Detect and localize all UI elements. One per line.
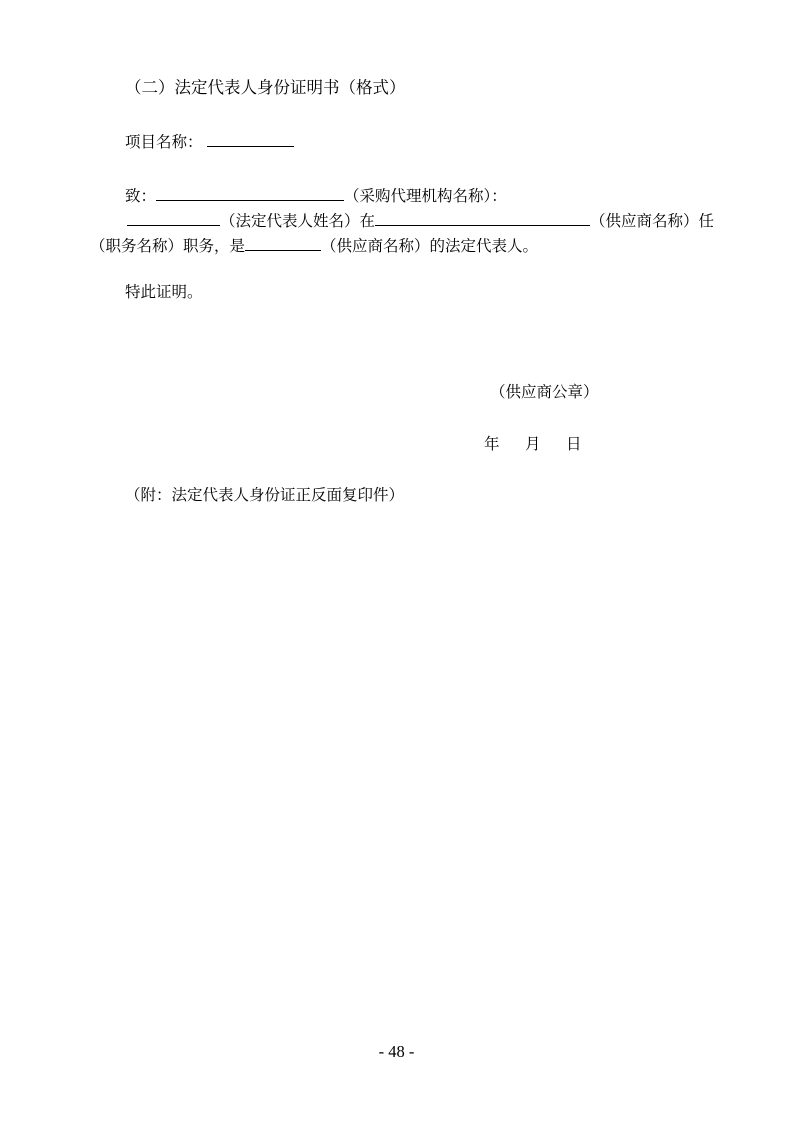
attachment-note: （附：法定代表人身份证正反面复印件） [125, 487, 405, 504]
blank-project-name [207, 131, 294, 147]
section-heading: （二）法定代表人身份证明书（格式） [125, 78, 406, 97]
representative-name-note: （法定代表人姓名）在 [220, 213, 376, 230]
date-line: 年 月 日 [484, 436, 587, 453]
blank-representative-name [127, 210, 220, 226]
certification-statement: 特此证明。 [125, 284, 203, 301]
blank-supplier-name-first [375, 210, 590, 226]
position-prefix: （职务名称）职务，是 [90, 238, 246, 255]
blank-supplier-name-second [245, 235, 321, 251]
agency-name-note: （采购代理机构名称）： [344, 188, 507, 205]
salutation-line [125, 185, 507, 208]
supplier-name-note-second: （供应商名称）的法定代表人。 [321, 238, 539, 255]
supplier-seal-note: （供应商公章） [490, 384, 599, 401]
blank-agency-name [156, 185, 344, 201]
position-line [90, 235, 538, 258]
project-name-line [125, 131, 294, 154]
supplier-name-note-first: （供应商名称）任 [590, 213, 715, 230]
representative-line [127, 210, 714, 233]
project-name-label: 项目名称： [125, 134, 203, 151]
salutation-label: 致： [125, 188, 157, 205]
page-number: - 48 - [378, 1042, 415, 1061]
